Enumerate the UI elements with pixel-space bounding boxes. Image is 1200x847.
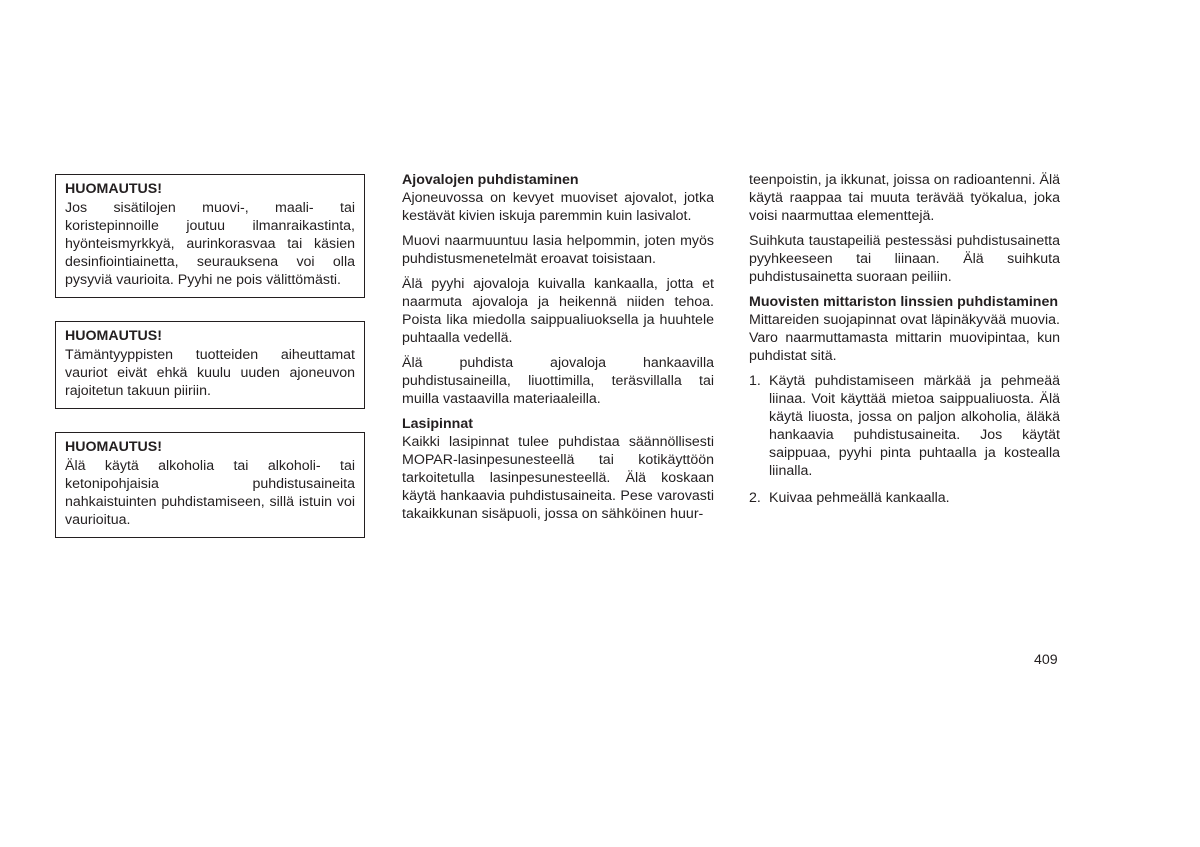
paragraph: Älä pyyhi ajovaloja kuivalla kankaalla, jotta et naarmuta ajovaloja ja heikennä niiden tehoa. Poista lika miedolla saippualiuoksella ja huuhtele puhtaalla vedellä. (402, 276, 714, 346)
section-heading: Ajovalojen puhdistaminen (402, 172, 579, 188)
notice-text: Jos sisätilojen muovi-, maali- tai koristepinnoille joutuu ilmanraikastinta, hyönteismyrkkyä, aurinkorasvaa tai käsien desinfiointiainetta, seurauksena voi olla pysyviä vaurioita. Pyyhi ne pois välittömästi. (65, 200, 355, 288)
paragraph: Muovi naarmuuntuu lasia helpommin, joten myös puhdistusmenetelmät eroavat toisistaan. (402, 233, 714, 267)
list-item (749, 489, 1060, 507)
list-number: 2. (749, 490, 761, 506)
list-number: 1. (749, 373, 761, 389)
right-column (749, 171, 1060, 516)
notice-title: HUOMAUTUS! (65, 181, 162, 197)
list-item (749, 372, 1060, 480)
paragraph: teenpoistin, ja ikkunat, joissa on radioantenni. Älä käytä raappaa tai muuta terävää työkalua, joka voisi naarmuttaa elementtejä. (749, 172, 1060, 224)
notice-text: Älä käytä alkoholia tai alkoholi- tai ketonipohjaisia puhdistusaineita nahkaistuinten puhdistamiseen, sillä istuin voi vaurioitua. (65, 458, 355, 528)
paragraph: Mittareiden suojapinnat ovat läpinäkyvää muovia. Varo naarmuttamasta mittarin muovipintaa, kun puhdistat sitä. (749, 312, 1060, 364)
list-text: Käytä puhdistamiseen märkää ja pehmeää liinaa. Voit käyttää mietoa saippualiuosta. Älä käytä liuosta, jossa on paljon alkoholia, äläkä hankaavia puhdistusaineita. Jos käytät saippuaa, pyyhi pinta puhtaalla ja kostealla liinalla. (769, 373, 1060, 479)
page-number: 409 (1034, 652, 1058, 668)
paragraph: Kaikki lasipinnat tulee puhdistaa säännöllisesti MOPAR-lasinpesunesteellä tai kotikäyttöön tarkoitetulla lasinpesunesteellä. Älä koskaan käytä hankaavia puhdistusaineita. Pese varovasti takaikkunan sisäpuoli, jossa on sähköinen huur- (402, 434, 714, 522)
notice-title: HUOMAUTUS! (65, 328, 162, 344)
section-heading: Lasipinnat (402, 416, 473, 432)
notice-title: HUOMAUTUS! (65, 439, 162, 455)
list-text: Kuivaa pehmeällä kankaalla. (769, 490, 950, 506)
middle-column (402, 171, 714, 530)
section-heading: Muovisten mittariston linssien puhdistaminen (749, 294, 1059, 310)
headlights-section (402, 171, 714, 408)
paragraph: Suihkuta taustapeiliä pestessäsi puhdistusainetta pyyhkeeseen tai liinaan. Älä suihkuta puhdistusainetta suoraan peiliin. (749, 233, 1060, 285)
instrument-section (749, 293, 1060, 507)
paragraph: Ajoneuvossa on kevyet muoviset ajovalot, jotka kestävät kivien iskuja paremmin kuin lasivalot. (402, 190, 714, 224)
glass-section (402, 415, 714, 523)
notice-text: Tämäntyyppisten tuotteiden aiheuttamat vauriot eivät ehkä kuulu uuden ajoneuvon rajoitetun takuun piiriin. (65, 347, 355, 399)
notice-box (55, 321, 365, 409)
notices-column (55, 174, 365, 538)
steps-list (749, 372, 1060, 507)
notice-box (55, 432, 365, 538)
notice-box (55, 174, 365, 298)
paragraph: Älä puhdista ajovaloja hankaavilla puhdistusaineilla, liuottimilla, teräsvillalla tai muilla vastaavilla materiaaleilla. (402, 355, 714, 407)
